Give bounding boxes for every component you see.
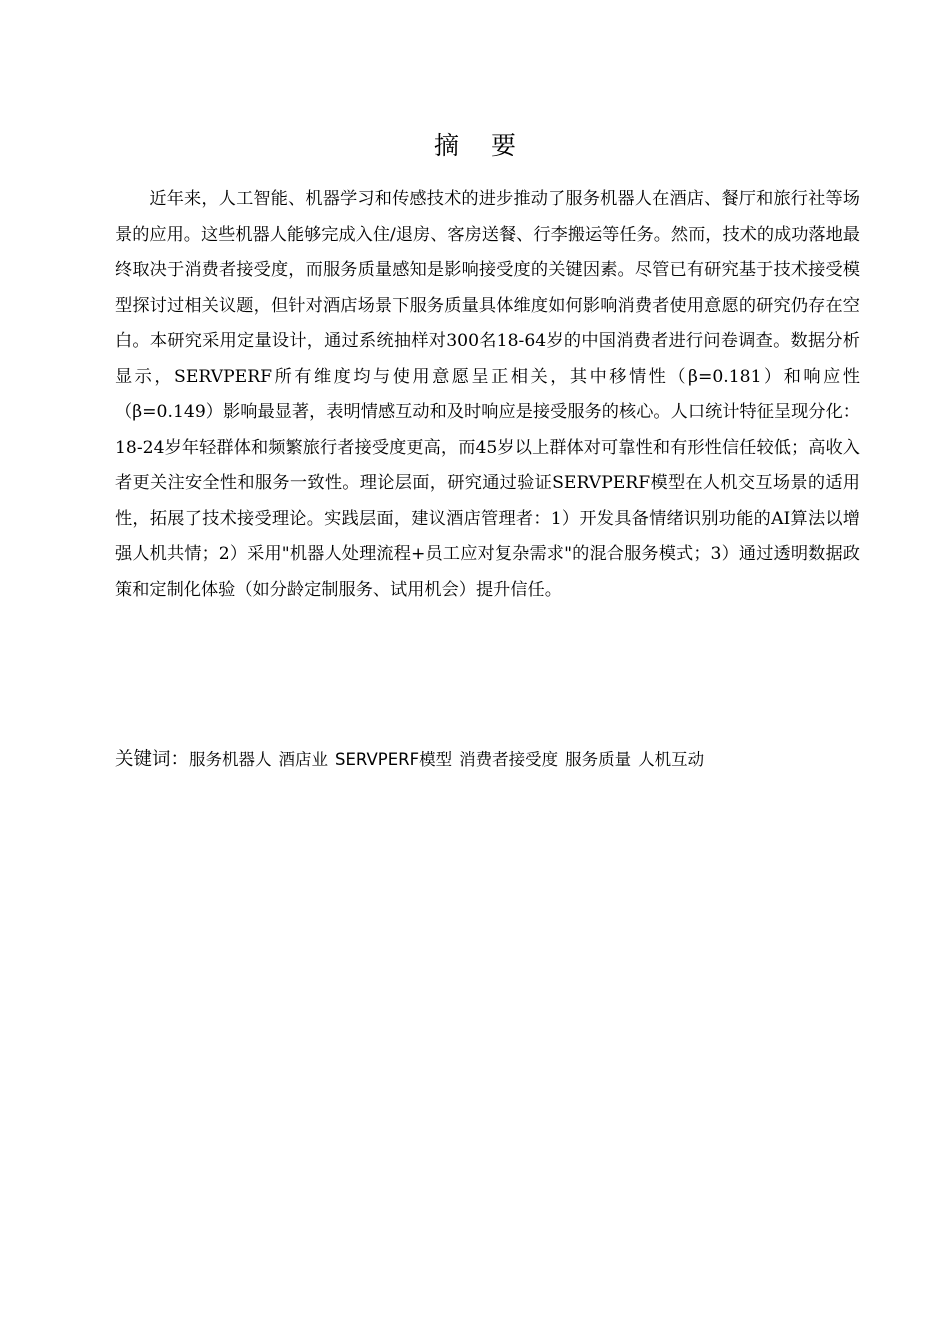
- keyword-item: 人机互动: [638, 750, 705, 769]
- keywords-line: [115, 744, 875, 776]
- keyword-item: SERVPERF模型: [335, 750, 453, 769]
- keyword-item: 消费者接受度: [459, 750, 559, 769]
- keyword-item: 服务质量: [565, 750, 632, 769]
- abstract-title: 摘 要: [434, 131, 528, 160]
- abstract-paragraph: 近年来，人工智能、机器学习和传感技术的进步推动了服务机器人在酒店、餐厅和旅行社等场景的应用。这些机器人能够完成入住/退房、客房送餐、行李搬运等任务。然而，技术的成功落地最终取决于消费者接受度，而服务质量感知是影响接受度的关键因素。尽管已有研究基于技术接受模型探讨过相关议题，但针对酒店场景下服务质量具体维度如何影响消费者使用意愿的研究仍存在空白。本研究采用定量设计，通过系统抽样对300名18-64岁的中国消费者进行问卷调查。数据分析显示，SERVPERF所有维度均与使用意愿呈正相关，其中移情性（β=0.181）和响应性（β=0.149）影响最显著，表明情感互动和及时响应是接受服务的核心。人口统计特征呈现分化：18-24岁年轻群体和频繁旅行者接受度更高，而45岁以上群体对可靠性和有形性信任较低；高收入者更关注安全性和服务一致性。理论层面，研究通过验证SERVPERF模型在人机交互场景的适用性，拓展了技术接受理论。实践层面，建议酒店管理者：1）开发具备情绪识别功能的AI算法以增强人机共情；2）采用"机器人处理流程+员工应对复杂需求"的混合服务模式；3）通过透明数据政策和定制化体验（如分龄定制服务、试用机会）提升信任。: [115, 189, 860, 600]
- keyword-item: 服务机器人: [189, 750, 272, 769]
- keywords-label: 关键词：: [115, 749, 190, 770]
- keyword-item: 酒店业: [278, 750, 329, 769]
